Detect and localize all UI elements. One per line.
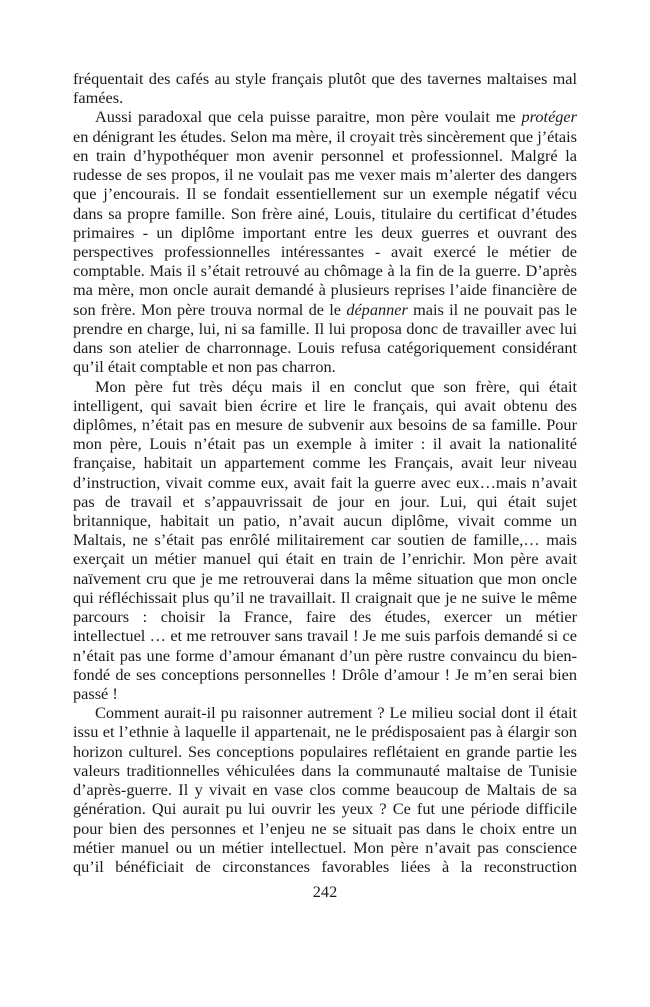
text-segment: dans son atelier de charronnage. Louis refusa catégoriquement considérant (73, 338, 577, 358)
text-segment: mon père, Louis n’était pas un exemple à imiter : il avait la nationalité (73, 434, 577, 454)
page-number: 242 (312, 882, 338, 901)
text-line (73, 703, 577, 722)
text-segment: Aussi paradoxal que cela puisse paraitre, mon père voulait me (95, 107, 522, 127)
text-segment: issu et l’ethnie à laquelle il appartenait, ne le prédisposaient pas à élargir son (73, 722, 577, 742)
text-line (73, 473, 577, 492)
text-segment: intelligent, qui savait bien écrire et lire le français, qui avait obtenu des (73, 395, 577, 415)
text-line (73, 838, 577, 857)
text-segment: perspectives professionnelles intéressantes - avait exercé le métier de (73, 241, 577, 261)
text-segment: horizon culturel. Ses conceptions populaires reflétaient en grande partie les (73, 741, 577, 761)
text-segment: qu’il était comptable et non pas charron. (73, 357, 336, 377)
text-line (73, 684, 577, 703)
text-segment: génération. Qui aurait pu lui ouvrir les yeux ? Ce fut une période difficile (73, 799, 577, 819)
text-segment: fondé de ses conceptions personnelles ! Drôle d’amour ! Je m’en serai bien (73, 664, 577, 684)
text-line (73, 569, 577, 588)
text-segment: prendre en charge, lui, ni sa famille. Il lui proposa donc de travailler avec lui (73, 318, 577, 338)
text-line (73, 107, 577, 126)
text-line (73, 146, 577, 165)
text-segment: Comment aurait-il pu raisonner autrement ? Le milieu social dont il était (95, 703, 577, 723)
text-segment: n’était pas une forme d’amour émanant d’un père rustre convaincu du bien- (73, 645, 577, 665)
text-segment: britannique, habitait un patio, n’avait aucun diplôme, vivait comme un (73, 511, 577, 531)
text-segment: dans sa propre famille. Son frère ainé, Louis, titulaire du certificat d’études (73, 203, 577, 223)
text-line (73, 646, 577, 665)
text-line (73, 665, 577, 684)
text-segment: qu’il bénéficiait de circonstances favorables liées à la reconstruction (73, 856, 577, 876)
text-segment: d’après-guerre. Il y vivait en vase clos comme beaucoup de Maltais de sa (73, 780, 577, 800)
text-segment: fréquentait des cafés au style français plutôt que des tavernes maltaises mal (73, 69, 577, 88)
text-segment: primaires - un diplôme important entre les deux guerres et ouvrant des (73, 222, 577, 242)
text-line (73, 280, 577, 299)
text-segment: française, habitait un appartement comme les Français, avait leur niveau (73, 453, 577, 473)
text-segment: famées. (73, 88, 124, 108)
text-line (73, 88, 577, 107)
text-segment: que j’encourais. Il se fondait essentiellement sur un exemple négatif vécu (73, 184, 577, 204)
text-segment: valeurs traditionnelles véhiculées dans la communauté maltaise de Tunisie (73, 760, 577, 780)
text-line (73, 819, 577, 838)
page-body-text (73, 69, 577, 876)
text-line (73, 396, 577, 415)
text-segment: Mon père fut très déçu mais il en conclut que son frère, qui était (95, 376, 577, 396)
text-line (73, 223, 577, 242)
text-line (73, 492, 577, 511)
text-line (73, 434, 577, 453)
text-segment: d’instruction, vivait comme eux, avait fait la guerre avec eux…mais n’avait (73, 472, 577, 492)
text-line (73, 511, 577, 530)
text-segment: en dénigrant les études. Selon ma mère, il croyait très sincèrement que j’étais (73, 126, 577, 146)
text-line (73, 742, 577, 761)
text-line (73, 530, 577, 549)
text-line (73, 300, 577, 319)
italic-text: dépanner (346, 299, 408, 319)
text-segment: pour bien des personnes et l’enjeu ne se situait pas dans le choix entre un (73, 818, 577, 838)
text-line (73, 338, 577, 357)
text-line (73, 204, 577, 223)
text-line (73, 184, 577, 203)
text-line (73, 415, 577, 434)
text-segment: mais il ne pouvait pas le (407, 299, 577, 319)
text-segment: en train d’hypothéquer mon avenir personnel et professionnel. Malgré la (73, 145, 577, 165)
text-segment: métier manuel ou un métier intellectuel. Mon père n’avait pas conscience (73, 837, 577, 857)
text-line (73, 261, 577, 280)
text-line (73, 857, 577, 876)
text-line (73, 69, 577, 88)
text-segment: Maltais, ne s’était pas enrôlé militairement car soutien de famille,… mais (73, 530, 577, 550)
text-segment: son frère. Mon père trouva normal de le (73, 299, 347, 319)
text-line (73, 761, 577, 780)
text-line (73, 242, 577, 261)
text-line (73, 453, 577, 472)
text-line (73, 357, 577, 376)
text-line (73, 127, 577, 146)
text-segment: naïvement cru que je me retrouverai dans la même situation que mon oncle (73, 568, 577, 588)
text-segment: ma mère, mon oncle aurait demandé à plusieurs reprises l’aide financière de (73, 280, 577, 300)
text-line (73, 780, 577, 799)
text-segment: rudesse de ses propos, il ne voulait pas me vexer mais m’alerter des dangers (73, 165, 577, 185)
text-line (73, 549, 577, 568)
text-line (73, 319, 577, 338)
text-segment: diplômes, n’était pas en mesure de subvenir aux besoins de sa famille. Pour (73, 414, 577, 434)
italic-text: protéger (521, 107, 577, 127)
text-line (73, 799, 577, 818)
text-line (73, 607, 577, 626)
text-segment: qui réfléchissait plus qu’il ne travaillait. Il craignait que je ne suive le même (73, 587, 577, 607)
text-line (73, 722, 577, 741)
text-segment: exerçait un métier manuel qui était en train de l’enrichir. Mon père avait (73, 549, 577, 569)
text-line (73, 165, 577, 184)
text-segment: parcours : choisir la France, faire des études, exercer un métier (73, 607, 577, 627)
text-line (73, 377, 577, 396)
text-segment: comptable. Mais il s’était retrouvé au chômage à la fin de la guerre. D’après (73, 261, 577, 281)
text-segment: passé ! (73, 684, 118, 703)
text-line (73, 626, 577, 645)
text-line (73, 588, 577, 607)
text-segment: intellectuel … et me retrouver sans travail ! Je me suis parfois demandé si ce (73, 626, 577, 646)
text-segment: pas de travail et s’appauvrissait de jour en jour. Lui, qui était sujet (73, 491, 577, 511)
